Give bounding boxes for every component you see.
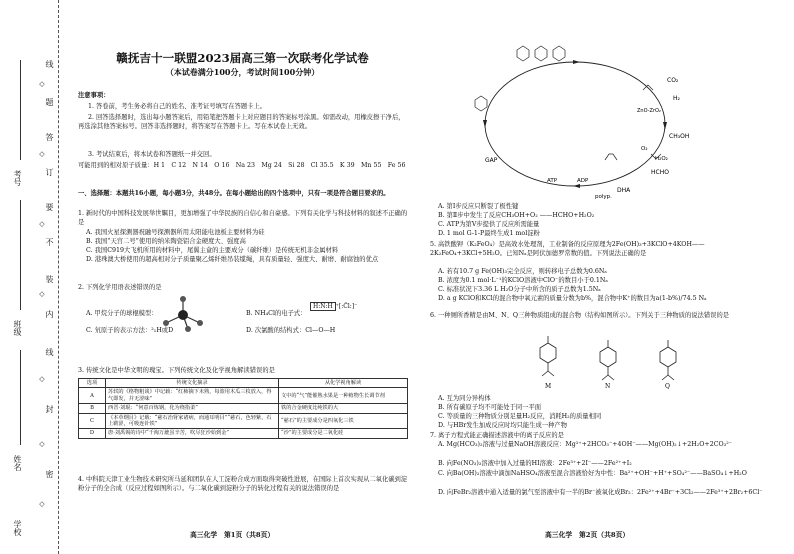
binding-label: 密 [45,470,54,478]
starch-synthesis-cycle-diagram [455,42,695,200]
page-footer-right: 高三化学 第2页（共8页） [545,531,630,539]
exam-subtitle: （本试卷满分100分，考试时间100分钟） [165,67,320,77]
binding-label: 要 [45,203,54,211]
table-cell: “慈石”的主要成分是四氧化三铁 [279,413,408,429]
question-1-option-b: B. 我国“天宫二号”使用的纳米陶瓷铝合金硬度大、强度高 [86,238,246,245]
table-cell: 唐·刘禹锡的诗中“千淘万漉虽辛苦，吹尽狂沙始到金” [106,429,279,438]
table-row [79,404,408,413]
notes-heading: 注意事项： [78,92,110,99]
question-4-option-c: C. ATP为第Ⅴ步提供了反应所需能量 [438,221,540,228]
structure-label-m: M [545,383,552,390]
diamond-mark: ◇ [38,440,46,448]
question-6-option-b: B. 所有碳原子均不可能处于同一平面 [438,404,542,411]
page-footer-left: 高三化学 第1页（共8页） [190,531,275,539]
table-header: 选项 [79,379,106,388]
structure-label-q: Q [665,383,670,390]
question-7-option-d: D. 向FeBr₂溶液中通入适量的氯气至溶液中有一半的Br⁻被氧化成Br₂：2Fe²⁺+4Br⁻+3Cl₂——2Fe³⁺+2Br₂+6Cl⁻ [438,489,763,496]
question-7-stem: 7. 离子方程式能正确描述溶液中的离子反应的是 [430,432,564,439]
table-cell: 文中的“气”能催熟水果是一种植物生长调节剂 [279,388,408,404]
field-label-class: 班级 [13,320,22,336]
diamond-mark: ◇ [38,150,46,158]
question-4-option-a: A. 第Ⅰ步反应只断裂了极性键 [438,203,519,210]
binding-label: 内 [45,310,54,318]
mnq-structures [520,330,700,390]
diamond-mark: ◇ [38,375,46,383]
binding-strip [0,0,59,554]
table-header-row [79,379,408,388]
question-5-option-d: D. a g KClO和KCl的混合物中氧元素的质量分数为b%，混合物中K⁺的数目为a(1-b%)/74.5 Nₐ [438,295,707,302]
ammonium-chloride-electron-formula: H:N̈:H ⁺[:C̈l:]⁻ [310,302,357,311]
question-1-stem: 1. 新时代的中国科技发展举世瞩目，更加增强了中华民族的自信心和自豪感。下列有关化学与科技材料的叙述不正确的是 [78,210,408,226]
field-label-exam-number: 考号 [13,170,22,186]
binding-label: 订 [45,168,54,176]
diamond-mark: ◇ [38,290,46,298]
question-4-option-b: B. 第Ⅱ步中发生了反应CH₃OH+O₂ ——HCHO+H₂O₂ [438,212,595,219]
table-row [79,388,408,404]
question-6-option-d: D. 与HBr发生加成反应时均只能生成一种产物 [438,422,568,429]
question-1-option-a: A. 我国火星探测器祝融号探测器所用太阳能电池板主要材料为硅 [86,229,265,236]
question-2-option-b: B. NH₄Cl的电子式： [246,310,307,317]
binding-label: 线 [45,60,54,68]
table-row [79,429,408,438]
question-6-option-a: A. 互为同分异构体 [438,395,491,402]
diagram-label-adp: ADP [577,178,589,184]
field-label-name: 姓名 [13,455,22,471]
question-1-option-c: C. 我国C919大飞机所用的材料中，尾翼主盒的主要成分（碳纤维）是传统无机非金属材料 [86,247,339,254]
diamond-mark: ◇ [38,220,46,228]
table-cell: D [79,429,106,438]
diamond-mark: ◇ [38,80,46,88]
question-4-option-d: D. 1 mol G-1-P最终生成1 mol淀粉 [438,230,540,237]
structure-label-n: N [605,383,611,390]
table-cell: B [79,404,106,413]
notes-item-3: 3. 考试结束后，将本试卷和答题纸一并交回。 [88,151,216,158]
binding-label: 不 [45,238,54,246]
table-header: 传统文化摘录 [106,379,279,388]
question-2-stem: 2. 下列化学用语表述错误的是 [78,284,162,291]
question-3-table [78,378,408,439]
diagram-label-atp: ATP [547,178,558,184]
diagram-label-dha: DHA [617,187,631,194]
table-cell: A [79,388,106,404]
question-2-option-d: D. 次氯酸的结构式：Cl—O—H [246,327,336,334]
table-cell: C [79,413,106,429]
field-label-school: 学校 [13,520,22,536]
table-cell: 苏轼的《格物粗谈》中记载：“红柿摘下未熟，每篮用木瓜三枚放入，得气即发，并无涩味” [106,388,279,404]
question-5-option-a: A. 若有10.7 g Fe(OH)₃完全反应，则转移电子总数为0.6Nₐ [438,268,607,275]
question-2-option-a: A. 甲烷分子的球棍模型： [86,310,158,317]
diagram-label-co2: CO₂ [667,77,679,84]
diagram-label-h2: H₂ [673,95,680,102]
binding-label: 答 [45,133,54,141]
table-cell: “沙”的主要成分是二氧化硅 [279,429,408,438]
question-5-option-c: C. 标准状况下3.36 L H₂O分子中所含的质子总数为1.5Nₐ [438,286,601,293]
exam-title: 赣抚吉十一联盟2023届高三第一次联考化学试卷 [116,51,369,65]
section-heading: 一、选择题：本题共16小题，每小题3分，共48分。在每小题给出的四个选项中，只有一项是符合题目要求的。 [78,190,390,197]
question-5-stem: 5. 高铁酸钾（K₂FeO₄）是高效水处理剂，工业制备的反应原理为2Fe(OH)₃+3KClO+4KOH——2K₂FeO₄+3KCl+5H₂O。已知Nₐ是阿伏加德罗常数的值。下列说法正确的是 [430,241,705,257]
notes-item-1: 1. 答卷前，考生务必将自己的姓名、准考证号填写在答题卡上。 [88,103,267,110]
diagram-label-methanol: CH₃OH [669,133,690,140]
question-5-option-b: B. 浓度为0.1 mol·L⁻¹的KClO溶液中ClO⁻的数目小于0.1Nₐ [438,277,608,284]
table-cell: 铁的合金硬度比纯铁的大 [279,404,408,413]
binding-label: 封 [45,405,54,413]
fill-line [20,200,21,310]
fill-line [20,350,21,445]
question-2-option-c: C. 氘原子的表示方法：²₁H或D [86,327,174,334]
diagram-label-formaldehyde: HCHO [651,169,669,176]
binding-label: 装 [45,275,54,283]
table-row [79,413,408,429]
question-3-stem: 3. 传统文化是中华文明的瑰宝。下列传统文化及化学视角解读错误的是 [78,367,275,374]
question-6-stem: 6. 一种厕所香精是由M、N、Q三种物质组成的混合物（结构如图所示）。下列关于三种物质的说法错误的是 [430,312,730,319]
question-7-option-b: B. 向Fe(NO₃)₃溶液中加入过量的HI溶液：2Fe³⁺+2I⁻——2Fe²⁺+I₂ [438,460,632,467]
table-cell: 西晋·刘琨：“何意百炼钢，化为绕指柔” [106,404,279,413]
question-6-option-c: C. 等质量的三种物质分别足量H₂反应，消耗H₂的质量相同 [438,413,602,420]
diagram-label-o2: O₂ [641,146,648,152]
question-7-option-c: C. 向Ba(OH)₂溶液中滴加NaHSO₄溶液至混合溶液恰好为中性：Ba²⁺+OH⁻+H⁺+SO₄²⁻——BaSO₄↓+H₂O [438,470,747,477]
fill-line [20,60,21,160]
notes-item-2: 2. 回答选择题时，选出每小题答案后，用铅笔把答题卡上对应题目的答案标号涂黑。如需改动，用橡皮擦干净后，再选涂其他答案标号。回答非选择题时，将答案写在答题卡上。写在本试卷上无效。 [78,114,405,130]
table-header: 从化学视角解读 [279,379,408,388]
question-1-option-d: D. 港珠澳大桥使用的超高相对分子质量聚乙烯纤维吊装缆绳，具有质量轻、强度大、耐磨、耐腐蚀的优点 [86,256,379,263]
question-7-option-a: A. Mg(HCO₃)₂溶液与过量NaOH溶液反应：Mg²⁺+2HCO₃⁻+4OH⁻——Mg(OH)₂↓+2H₂O+2CO₃²⁻ [438,441,733,448]
diagram-label-gap: GAP [485,157,498,164]
diagram-label-polyp: polyp. [595,194,612,200]
table-cell: 《本草纲目》记载：“慈石治肾家诸病，而通耳明目”“慈石，色轻紫，石上皲涩，可吸连针铁” [106,413,279,429]
binding-label: 线 [45,348,54,356]
diagram-label-catalyst: ZnO-ZrO₂ [637,108,661,114]
diamond-mark: ◇ [38,500,46,508]
diagram-label-h2o2: H₂O₂ [655,156,668,162]
question-4-stem: 4. 中科院天津工业生物技术研究所马延和团队在人工淀粉合成方面取得突破性进展，在国际上首次实现从二氧化碳到淀粉分子的全合成（反应过程如图所示）。与二氧化碳到淀粉分子的转化过程有关的说法错误的是 [78,476,408,492]
atomic-masses: 可能用到的相对原子质量：H 1 C 12 N 14 O 16 Na 23 Mg 24 Si 28 Cl 35.5 K 39 Mn 55 Fe 56 [78,162,406,169]
binding-label: 题 [45,98,54,106]
